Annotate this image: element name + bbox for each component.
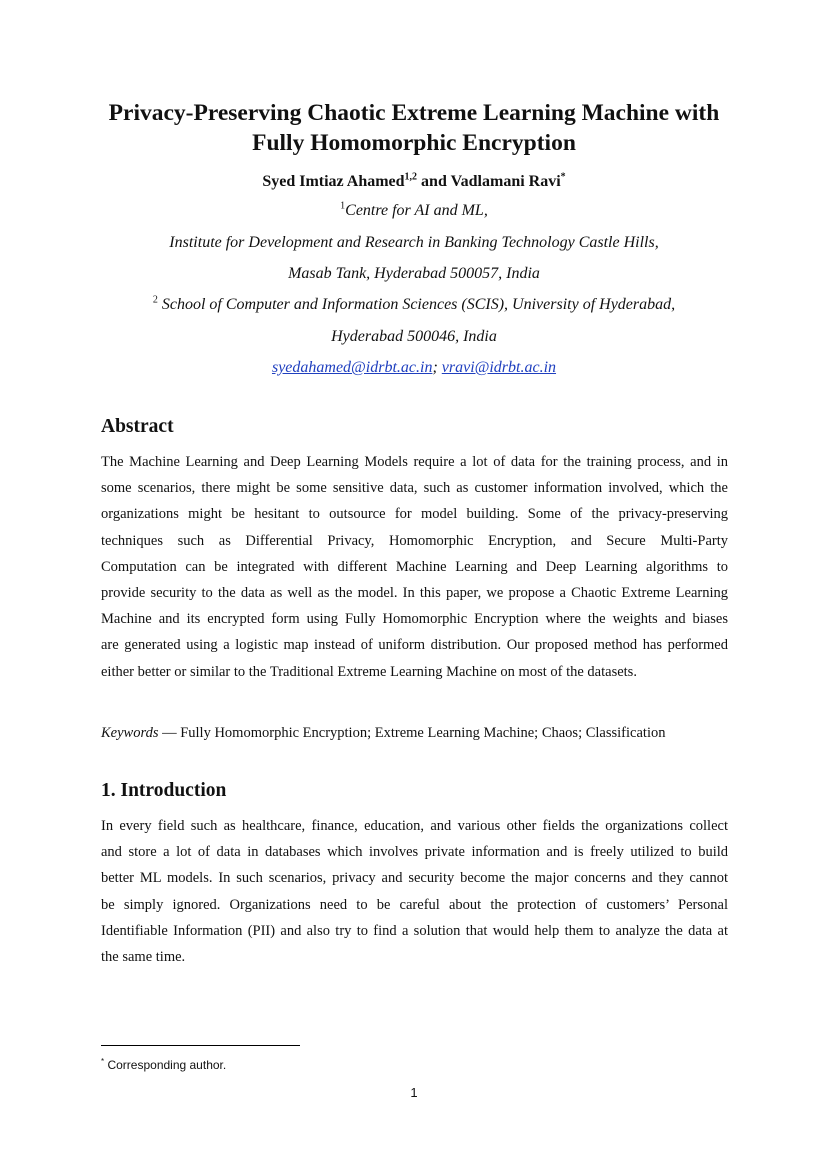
- introduction-heading: 1. Introduction: [101, 780, 227, 801]
- introduction-line: Identifiable Information (PII) and also try to find a solution that would help them to analyze the data at: [101, 922, 728, 939]
- title-line-1: Privacy-Preserving Chaotic Extreme Learning Machine with: [108, 100, 720, 126]
- abstract-heading: Abstract: [101, 416, 174, 437]
- keywords-dash: —: [158, 725, 181, 741]
- author-connector: and: [417, 173, 451, 190]
- title-line-2: Fully Homomorphic Encryption: [252, 130, 576, 156]
- author-emails: [0, 358, 828, 378]
- keywords-text: Fully Homomorphic Encryption; Extreme Learning Machine; Chaos; Classification: [180, 725, 666, 741]
- author-name-1: Syed Imtiaz Ahamed: [262, 173, 405, 190]
- footnote-divider: [101, 1045, 300, 1046]
- footnote-marker: *: [101, 1057, 105, 1066]
- abstract-line: are generated using a logistic map instead of uniform distribution. Our proposed method has performed: [101, 637, 728, 654]
- abstract-line: Computation can be integrated with different Machine Learning and Deep Learning algorithms to: [101, 558, 728, 575]
- keywords: [101, 723, 728, 743]
- author-name-2: Vadlamani Ravi: [450, 173, 561, 190]
- abstract-body: [101, 449, 728, 685]
- abstract-line: The Machine Learning and Deep Learning Models require a lot of data for the training process, and in: [101, 454, 728, 470]
- introduction-line: the same time.: [101, 948, 186, 965]
- affiliation-2-line-1: $^2$ School of Computer and Information Sciences (SCIS), University of Hyderabad,: [152, 294, 676, 313]
- introduction-line: and store a lot of data in databases which involves private information and is freely utilized to build: [101, 844, 728, 861]
- abstract-line: organizations might be hesitant to outsource for model building. Some of the privacy-preserving: [101, 506, 728, 523]
- introduction-line: In every field such as healthcare, finance, education, and various other fields the organizations collect: [101, 818, 728, 834]
- abstract-line: provide security to the data as well as the model. In this paper, we propose a Chaotic Extreme Learning: [101, 584, 728, 601]
- affiliation-1-mark: 1: [340, 200, 346, 212]
- author-list: [0, 172, 828, 192]
- author-2-corresponding-mark: *: [560, 171, 566, 183]
- affiliation-1-line-3: Masab Tank, Hyderabad 500057, India: [288, 265, 540, 282]
- email-link-2[interactable]: vravi@idrbt.ac.in: [441, 359, 557, 376]
- introduction-line: better ML models. In such scenarios, privacy and security become the major concerns and they cannot: [101, 870, 728, 887]
- abstract-line: either better or similar to the Traditional Extreme Learning Machine on most of the datasets.: [101, 663, 637, 680]
- abstract-line: Machine and its encrypted form using Fully Homomorphic Encryption where the weights and biases: [101, 611, 728, 628]
- introduction-body: [101, 813, 728, 970]
- keywords-label: Keywords: [101, 725, 159, 741]
- email-separator: ;: [432, 359, 442, 376]
- author-1-affiliation-mark: 1,2: [404, 171, 418, 183]
- affiliation-1-line-1: $^1$Centre for AI and ML,: [340, 200, 488, 219]
- affiliation-1-line-2: Institute for Development and Research in Banking Technology Castle Hills,: [169, 234, 659, 251]
- abstract-line: some scenarios, there might be some sensitive data, such as customer information involved, which the: [101, 480, 728, 497]
- affiliation-2-line-2: Hyderabad 500046, India: [331, 328, 497, 345]
- footnote: [101, 1054, 226, 1073]
- abstract-line: techniques such as Differential Privacy, Homomorphic Encryption, and Secure Multi-Party: [101, 532, 728, 549]
- email-link-1[interactable]: syedahamed@idrbt.ac.in: [271, 359, 433, 376]
- paper-title: [60, 98, 768, 158]
- introduction-line: be simply ignored. Organizations need to be careful about the protection of customers’ Personal: [101, 896, 728, 913]
- affiliation-2-mark: 2: [152, 294, 158, 306]
- page-number: 1: [410, 1085, 418, 1100]
- footnote-text: Corresponding author.: [104, 1058, 227, 1072]
